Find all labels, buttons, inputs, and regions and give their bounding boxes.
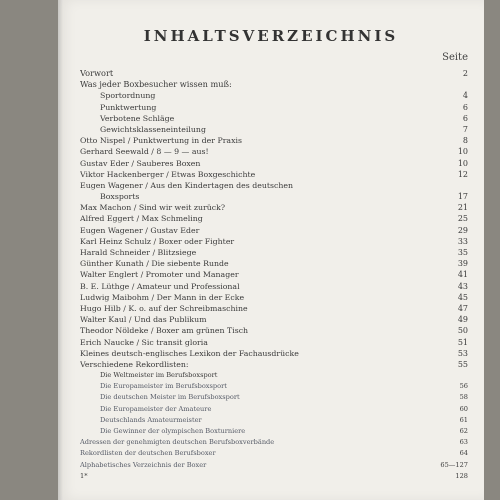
toc-entry [80, 281, 468, 292]
toc-entry [80, 90, 468, 101]
toc-entry-page: 61 [459, 415, 468, 424]
toc-entry [80, 370, 468, 381]
toc-entry-page: 17 [457, 192, 468, 202]
toc-entry [80, 404, 468, 415]
toc-entry [80, 113, 468, 124]
toc-entry-title: Ludwig Maibohm / Der Mann in der Ecke [80, 292, 245, 302]
toc-entry [80, 437, 468, 448]
toc-entry-page: 128 [455, 471, 468, 480]
toc-entry-page: 29 [457, 225, 468, 235]
toc-entry [80, 337, 468, 348]
toc-entry [80, 325, 468, 336]
toc-entry-title: Vorwort [80, 68, 114, 78]
toc-entry-title: Gewichtsklasseneinteilung [100, 124, 206, 134]
toc-entry [80, 213, 468, 224]
toc-entry-page: 60 [459, 404, 468, 413]
toc-entry-page: 47 [457, 303, 468, 313]
toc-entry [80, 247, 468, 258]
toc-entry [80, 303, 468, 314]
toc-entry [80, 381, 468, 392]
toc-entry-page: 10 [457, 158, 468, 168]
toc-entry-title: Die deutschen Meister im Berufsboxsport [100, 393, 240, 402]
toc-entry-title: Boxsports [100, 192, 140, 202]
toc-entry-page: 6 [462, 102, 468, 112]
toc-entry [80, 79, 468, 90]
toc-entry-page: 64 [459, 449, 468, 458]
toc-entry-page: 8 [462, 136, 468, 146]
toc-entry-page: 55 [457, 359, 468, 369]
toc-entry-title: Viktor Hackenberger / Etwas Boxgeschichte [80, 169, 256, 179]
toc-entry [80, 392, 468, 403]
toc-entry-title: Theodor Nöldeke / Boxer am grünen Tisch [80, 326, 249, 336]
toc-entry-page: 56 [459, 382, 468, 391]
toc-entry [80, 426, 468, 437]
toc-entry-page: 33 [457, 236, 468, 246]
toc-entry-title: Punktwertung [100, 102, 157, 112]
toc-entry-title: Verschiedene Rekordlisten: [80, 359, 189, 369]
toc-entry-title: Karl Heinz Schulz / Boxer oder Fighter [80, 236, 235, 246]
toc-entry [80, 225, 468, 236]
toc-entry-page: 49 [457, 315, 468, 325]
toc-entry [80, 102, 468, 113]
toc-entry-title: Gustav Eder / Sauberes Boxen [80, 158, 201, 168]
toc-entry-page: 63 [459, 438, 468, 447]
toc-entry-page: 62 [459, 427, 468, 435]
toc-entry-page: 2 [462, 69, 468, 78]
toc-entry-page: 39 [457, 259, 468, 269]
toc-entry [80, 158, 468, 169]
toc-entry-page: 4 [462, 91, 468, 101]
toc-entry [80, 202, 468, 213]
toc-entry-page: 25 [457, 214, 468, 224]
toc-entry [80, 68, 468, 79]
toc-entry-page: 6 [462, 113, 468, 123]
toc-entry [80, 269, 468, 280]
toc-entry [80, 258, 468, 269]
toc-entry [80, 314, 468, 325]
toc-entry-title: Die Weltmeister im Berufsboxsport [100, 371, 218, 380]
toc-entry-title: Die Gewinner der olympischen Boxturniere [100, 427, 246, 435]
toc-entry-page: 53 [457, 348, 468, 358]
toc-entry-title: Hugo Hilb / K. o. auf der Schreibmaschine [80, 303, 248, 313]
page-title: INHALTSVERZEICHNIS [143, 27, 399, 45]
toc-entry [80, 146, 468, 157]
toc-entry-page: 58 [459, 393, 468, 402]
toc-entry-title: Adressen der genehmigten deutschen Berufsboxverbände [80, 438, 275, 447]
toc-entry-title: Eugen Wagener / Gustav Eder [80, 225, 200, 235]
page-column-label: Seite [442, 52, 468, 63]
book-page [58, 0, 484, 500]
toc-entry-page: 12 [457, 169, 468, 179]
toc-entry [80, 191, 468, 202]
toc-entry-title: Kleines deutsch-englisches Lexikon der Fachausdrücke [80, 348, 299, 358]
toc-entry-page: 41 [457, 270, 468, 280]
toc-entry-title: Walter Englert / Promoter und Manager [80, 270, 239, 280]
toc-entry-page: 51 [457, 337, 468, 347]
toc-entry-title: Erich Naucke / Sic transit gloria [80, 337, 208, 347]
toc-entry-title: Gerhard Seewald / 8 — 9 — aus! [80, 147, 209, 157]
toc-entry [80, 135, 468, 146]
toc-entry-page: 45 [457, 292, 468, 302]
toc-entry-title: B. E. Lüthge / Amateur und Professional [80, 281, 240, 291]
toc-entry [80, 180, 468, 191]
toc-entry [80, 359, 468, 370]
toc-entry-title: Die Europameister der Amateure [100, 404, 212, 413]
toc-entry-title: Harald Schneider / Blitzsiege [80, 248, 197, 257]
toc-entry-title: Max Machon / Sind wir weit zurück? [80, 203, 226, 213]
toc-entry-title: Verbotene Schläge [100, 113, 175, 123]
toc-entry-page: 35 [457, 248, 468, 257]
toc-entry [80, 169, 468, 180]
toc-entry [80, 415, 468, 426]
toc-entry-page: 43 [457, 281, 468, 291]
toc-entry-title: Was jeder Boxbesucher wissen muß: [80, 79, 232, 90]
toc-entry-title: Eugen Wagener / Aus den Kindertagen des deutschen [80, 180, 294, 190]
toc-entry-title: Günther Kunath / Die siebente Runde [80, 259, 229, 269]
page-fold-shadow [58, 0, 63, 500]
toc-entry-title: Rekordlisten der deutschen Berufsboxer [80, 449, 216, 458]
toc-entry [80, 471, 468, 482]
toc-entry [80, 124, 468, 135]
toc-entry-title: Otto Nispel / Punktwertung in der Praxis [80, 136, 242, 146]
toc-entry-page: 7 [462, 124, 468, 134]
toc-entry-title: Walter Kaul / Und das Publikum [80, 315, 207, 325]
toc-entry [80, 460, 468, 471]
toc-entry [80, 348, 468, 359]
table-of-contents [80, 68, 468, 482]
toc-entry [80, 236, 468, 247]
toc-entry-page: 10 [457, 147, 468, 157]
toc-entry-title: Die Europameister im Berufsboxsport [100, 382, 227, 391]
toc-entry [80, 448, 468, 459]
toc-entry [80, 292, 468, 303]
toc-entry-title: Deutschlands Amateurmeister [100, 415, 202, 424]
toc-entry-page: 21 [457, 203, 468, 213]
toc-entry-title: Alfred Eggert / Max Schmeling [80, 214, 203, 224]
toc-entry-page: 65—127 [440, 460, 468, 469]
toc-entry-title: Alphabetisches Verzeichnis der Boxer [80, 460, 207, 469]
toc-entry-page: 50 [457, 326, 468, 336]
toc-entry-title: Sportordnung [100, 91, 156, 101]
toc-entry-title: 1* [80, 471, 88, 480]
